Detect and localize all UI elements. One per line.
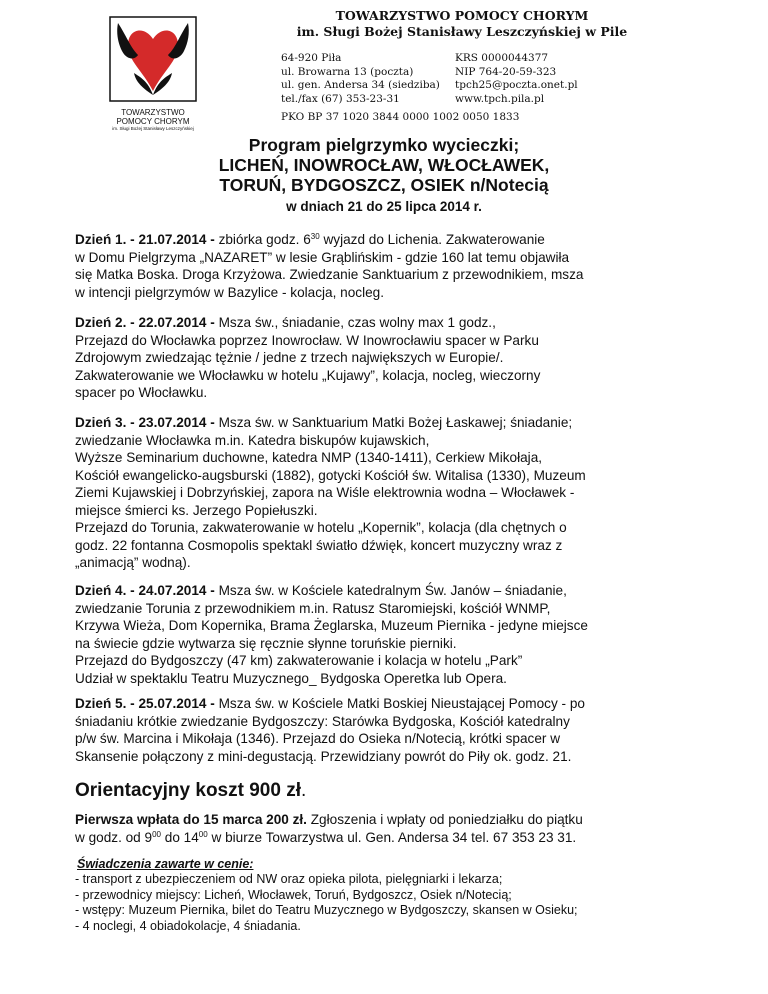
org-name-line1: TOWARZYSTWO POMOCY CHORYM [335,8,589,23]
day-text-line: Kościół ewangelicko-augsburski (1882), gotycki Kościół św. Witalisa (1330), Muzeum [75,467,586,483]
day-text-line: Przejazd do Włocławka poprzez Inowrocław. W Inowrocławiu spacer w Parku [75,332,539,348]
day-text-line: Udział w spektaklu Teatru Muzycznego_ Bydgoska Operetka lub Opera. [75,670,507,686]
address-line: tel./fax (67) 353-23-31 [281,92,400,105]
payment-text: w godz. od 9 [75,829,153,845]
day-text-line: godz. 22 fontanna Cosmopolis spektakl światło dźwięk, koncert muzyczny wraz z [75,537,563,553]
day-text-line: zwiedzanie Torunia z przewodnikiem m.in. Ratusz Staromiejski, kościół WNMP, [75,600,551,616]
address-line: ul. Browarna 13 (poczta) [281,65,414,78]
day-label: Dzień 1. - 21.07.2014 - [75,232,215,247]
day-text-line: zwiedzanie Włocławka m.in. Katedra biskupów kujawskich, [75,432,430,448]
included-list [75,872,578,935]
day-text-line: Przejazd do Torunia, zakwaterowanie w hotelu „Kopernik”, kolacja (dla chętnych o [75,520,567,535]
day-text-line: się Matka Boska. Droga Krzyżowa. Zwiedzanie Sanktuarium z przewodnikiem, msza [75,267,584,282]
day-text: Msza św. w Sanktuarium Matki Bożej Łaskawej; śniadanie; [214,415,573,430]
time-superscript: 00 [152,829,161,839]
day-text-line: spacer po Włocławku. [75,385,208,400]
list-item: - 4 noclegi, 4 obiadokolacje, 4 śniadania. [75,919,301,934]
list-item: - wstępy: Muzeum Piernika, bilet do Teatru Muzycznego w Bydgoszczy, skansen w Osieku; [75,903,578,918]
payment-text: do 14 [161,829,199,845]
list-item: - transport z ubezpieczeniem od NW oraz opieka pilota, pielęgniarki i lekarza; [75,872,503,886]
day-text-line: śniadaniu krótkie zwiedzanie Bydgoszczy: Starówka Bydgoska, Kościół katedralny [75,713,570,729]
day-3-section [75,414,725,572]
destinations-line2: TORUŃ, BYDGOSZCZ, OSIEK n/Notecią [219,175,549,195]
program-title: Program pielgrzymko wycieczki; [248,135,520,155]
day-5-section [75,695,725,765]
day-text: zbiórka godz. 6 [214,232,311,247]
payment-text: w biurze Towarzystwa ul. Gen. Andersa 34 tel. 67 353 23 31. [207,829,577,845]
day-text: Msza św. w Kościele katedralnym Św. Janów – śniadanie, [214,583,567,598]
included-heading: Świadczenia zawarte w cenie: [77,857,254,871]
day-text-line: „animacją” wodną). [75,555,191,570]
day-text-line: w Domu Pielgrzyma „NAZARET” w lesie Grąblińskim - gdzie 160 lat temu objawiła [75,249,570,265]
logo-text-line: POMOCY CHORYM [116,116,190,126]
day-text: wyjazd do Lichenia. Zakwaterowanie [319,232,545,247]
cost-period: . [301,780,307,801]
day-text-line: Zakwaterowanie we Włocławku w hotelu „Kujawy”, kolacja, nocleg, wieczorny [75,367,541,383]
heart-hands-icon [108,15,198,103]
time-superscript: 00 [198,829,208,839]
day-label: Dzień 5. - 25.07.2014 - [75,696,215,711]
email-link[interactable]: tpch25@poczta.onet.pl [455,79,578,91]
registration-block [455,52,578,106]
payment-text: Zgłoszenia i wpłaty od poniedziałku do piątku [306,812,583,827]
logo-text-line: im. Sługi Bożej Stanisławy Leszczyńskiej [112,126,194,131]
address-line: ul. gen. Andersa 34 (siedziba) [281,79,440,91]
logo-text-line: TOWARZYSTWO [121,108,185,117]
day-2-section [75,314,725,402]
day-text-line: Krzywa Wieża, Dom Kopernika, Brama Żeglarska, Muzeum Piernika - jedyne miejsce [75,618,588,633]
day-text-line: miejsce śmierci ks. Jerzego Popiełuszki. [75,502,318,518]
address-line: 64-920 Piła [281,52,342,64]
day-text-line: p/w św. Marcina i Mikołaja (1346). Przejazd do Osieka n/Notecią, krótki spacer w [75,731,561,746]
cost-text: Orientacyjny koszt 900 zł [75,780,301,801]
day-text-line: Wyższe Seminarium duchowne, katedra NMP (1340-1411), Cerkiew Mikołaja, [75,450,543,465]
destinations-line1: LICHEŃ, INOWROCŁAW, WŁOCŁAWEK, [218,155,550,175]
day-text-line: na świecie gdzie wytwarza się ręcznie słynne toruńskie pierniki. [75,635,457,651]
organization-name [232,8,692,40]
payment-info [75,811,725,846]
day-4-section [75,582,725,687]
organization-logo [108,15,198,130]
day-1-section [75,231,725,301]
day-label: Dzień 4. - 24.07.2014 - [75,583,215,598]
day-text-line: w intencji pielgrzymów w Bazylice - kolacja, nocleg. [75,284,384,300]
day-text: Msza św. w Kościele Matki Boskiej Nieustającej Pomocy - po [214,696,585,711]
org-name-line2: im. Sługi Bożej Stanisławy Leszczyńskiej w Pile [296,24,628,39]
time-superscript: 30 [310,232,320,241]
website-link[interactable]: www.tpch.pila.pl [455,92,545,105]
krs-number: KRS 0000044377 [455,52,549,64]
day-text-line: Zdrojowym zwiedzając tężnie / jedne z trzech największych w Europie/. [75,350,504,365]
day-text-line: Ziemi Kujawskiej i Dobrzyńskiej, zapora na Wiśle elektrownia wodna – Włocławek - [75,485,575,500]
day-text-line: Przejazd do Bydgoszczy (47 km) zakwaterowanie i kolacja w hotelu „Park” [75,653,523,668]
day-label: Dzień 3. - 23.07.2014 - [75,415,215,430]
trip-dates: w dniach 21 do 25 lipca 2014 r. [286,199,482,214]
nip-number: NIP 764-20-59-323 [455,65,557,78]
day-label: Dzień 2. - 22.07.2014 - [75,315,215,330]
bank-account: PKO BP 37 1020 3844 0000 1002 0050 1833 [281,111,520,123]
day-text: Msza św., śniadanie, czas wolny max 1 godz., [214,315,496,330]
day-text-line: Skansenie połączony z mini-degustacją. Przewidziany powrót do Piły ok. godz. 21. [75,748,572,764]
first-payment: Pierwsza wpłata do 15 marca 200 zł. [75,812,307,827]
list-item: - przewodnicy miejscy: Licheń, Włocławek, Toruń, Bydgoszcz, Osiek n/Notecią; [75,887,512,902]
estimated-cost [75,780,306,802]
address-block [281,52,440,106]
